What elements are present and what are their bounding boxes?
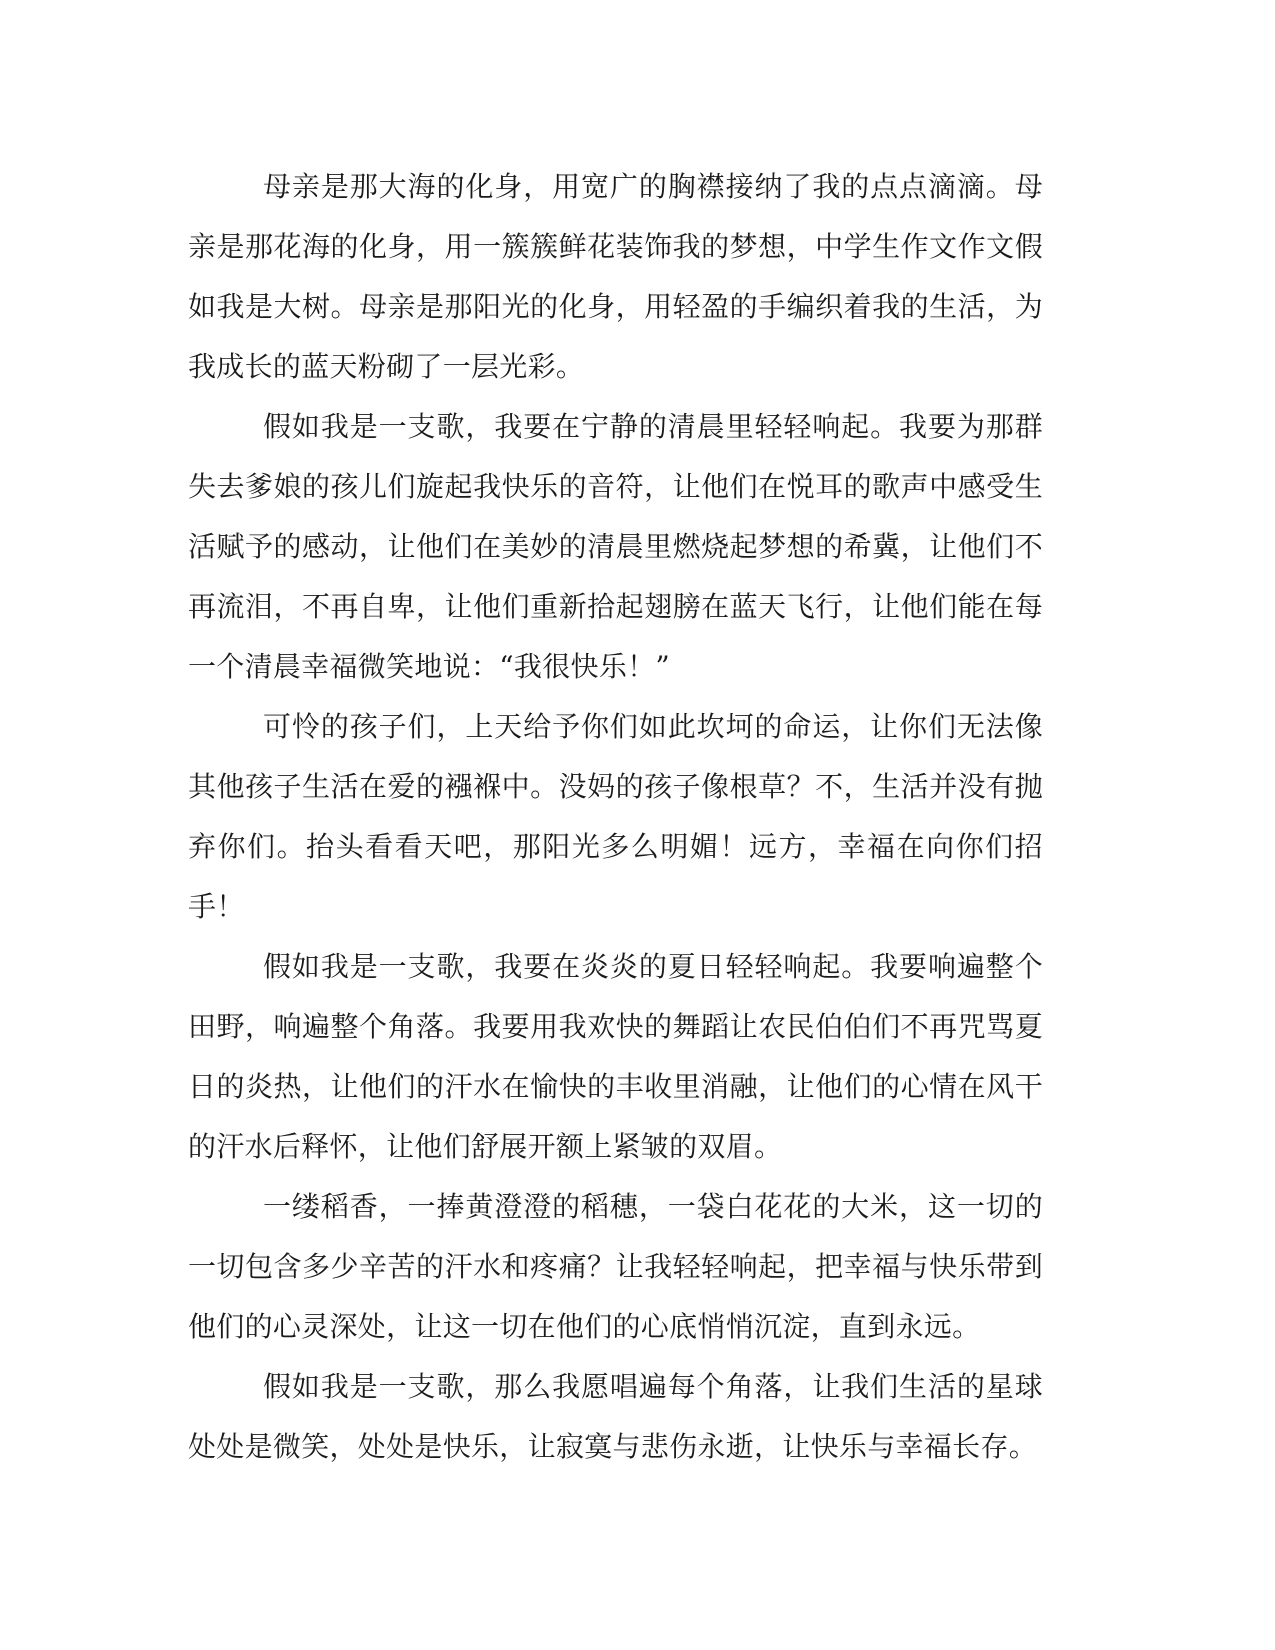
paragraph-4: 假如我是一支歌，我要在炎炎的夏日轻轻响起。我要响遍整个田野，响遍整个角落。我要用我欢快的舞蹈让农民伯伯们不再咒骂夏日的炎热，让他们的汗水在愉快的丰收里消融，让他们的心情在风干的汗水后释怀，让他们舒展开额上紧皱的双眉。	[188, 950, 1043, 1163]
paragraph-5: 一缕稻香，一捧黄澄澄的稻穗，一袋白花花的大米，这一切的一切包含多少辛苦的汗水和疼痛？让我轻轻响起，把幸福与快乐带到他们的心灵深处，让这一切在他们的心底悄悄沉淀，直到永远。	[188, 1190, 1043, 1343]
document-body	[188, 157, 1043, 1477]
paragraph-6: 假如我是一支歌，那么我愿唱遍每个角落，让我们生活的星球处处是微笑，处处是快乐，让寂寞与悲伤永逝，让快乐与幸福长存。	[188, 1370, 1043, 1463]
paragraph-3: 可怜的孩子们，上天给予你们如此坎坷的命运，让你们无法像其他孩子生活在爱的襁褓中。没妈的孩子像根草？不，生活并没有抛弃你们。抬头看看天吧，那阳光多么明媚！远方，幸福在向你们招手！	[188, 710, 1043, 923]
paragraph-1: 母亲是那大海的化身，用宽广的胸襟接纳了我的点点滴滴。母亲是那花海的化身，用一簇簇鲜花装饰我的梦想，中学生作文作文假如我是大树。母亲是那阳光的化身，用轻盈的手编织着我的生活，为我成长的蓝天粉砌了一层光彩。	[188, 170, 1043, 383]
paragraph-2: 假如我是一支歌，我要在宁静的清晨里轻轻响起。我要为那群失去爹娘的孩儿们旋起我快乐的音符，让他们在悦耳的歌声中感受生活赋予的感动，让他们在美妙的清晨里燃烧起梦想的希冀，让他们不再流泪，不再自卑，让他们重新拾起翅膀在蓝天飞行，让他们能在每一个清晨幸福微笑地说：“我很快乐！”	[188, 410, 1043, 683]
